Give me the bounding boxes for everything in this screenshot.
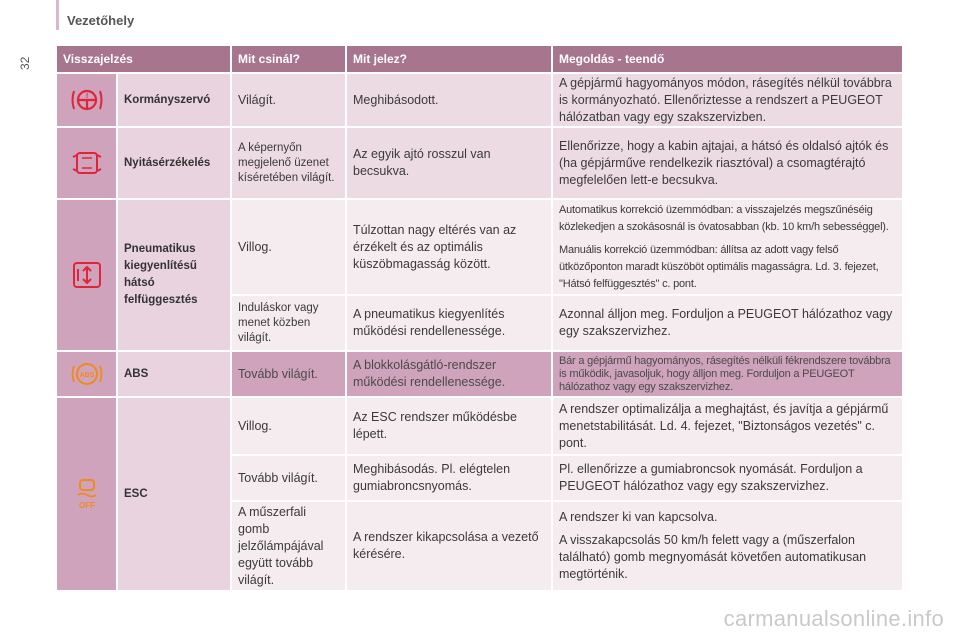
header-accent-bar bbox=[56, 0, 59, 30]
suspension-icon bbox=[70, 258, 104, 292]
indicator-icon-cell bbox=[57, 74, 118, 128]
action-cell: Pl. ellenőrizze a gumiabroncsok nyomását. Forduljon a PEUGEOT hálózathoz vagy egy szakszervizhez. bbox=[553, 456, 904, 502]
meaning-cell: Meghibásodás. Pl. elégtelen gumiabroncsnyomás. bbox=[347, 456, 553, 502]
section-title: Vezetőhely bbox=[67, 13, 135, 28]
table-row bbox=[57, 398, 904, 456]
meaning-cell: Az egyik ajtó rosszul van becsukva. bbox=[347, 128, 553, 200]
door-open-icon bbox=[70, 149, 104, 177]
indicator-icon-cell bbox=[57, 398, 118, 592]
col-header-behavior: Mit csinál? bbox=[232, 46, 347, 74]
table-row bbox=[57, 74, 904, 128]
table-row bbox=[57, 352, 904, 398]
indicator-icon-cell bbox=[57, 200, 118, 352]
indicator-name: Kormányszervó bbox=[118, 74, 232, 128]
abs-icon-label: ABS bbox=[79, 372, 94, 379]
action-cell: A rendszer optimalizálja a meghajtást, és javítja a gépjármű menetstabilitását. Ld. 4. fejezet, "Biztonságos vezetés" c. pont. bbox=[553, 398, 904, 456]
col-header-indicator: Visszajelzés bbox=[57, 46, 232, 74]
indicator-name: ABS bbox=[118, 352, 232, 398]
table-row bbox=[57, 200, 904, 296]
esc-icon bbox=[72, 477, 102, 511]
behavior-cell: Villog. bbox=[232, 398, 347, 456]
indicator-name: ESC bbox=[118, 398, 232, 592]
svg-text:!: ! bbox=[85, 93, 88, 100]
meaning-cell: Az ESC rendszer működésbe lépett. bbox=[347, 398, 553, 456]
behavior-cell: Villog. bbox=[232, 200, 347, 296]
meaning-cell: Túlzottan nagy eltérés van az érzékelt és az optimális küszöbmagasság között. bbox=[347, 200, 553, 296]
behavior-cell: Tovább világít. bbox=[232, 456, 347, 502]
behavior-cell: Induláskor vagy menet közben világít. bbox=[232, 296, 347, 352]
warning-lights-table bbox=[57, 46, 904, 592]
meaning-cell: A rendszer kikapcsolása a vezető kérésére. bbox=[347, 502, 553, 592]
col-header-meaning: Mit jelez? bbox=[347, 46, 553, 74]
action-cell: Bár a gépjármű hagyományos, rásegítés nélküli fékrendszere továbbra is működik, javasoljuk, hogy álljon meg. Forduljon a PEUGEOT hálózathoz vagy egy szakszervizhez. bbox=[553, 352, 904, 398]
behavior-cell: A képernyőn megjelenő üzenet kíséretében világít. bbox=[232, 128, 347, 200]
esc-icon-label: OFF bbox=[78, 501, 95, 510]
action-cell bbox=[553, 502, 904, 592]
behavior-cell: Világít. bbox=[232, 74, 347, 128]
action-paragraph: A rendszer ki van kapcsolva. bbox=[559, 510, 718, 524]
meaning-cell: A blokkolásgátló-rendszer működési rendellenessége. bbox=[347, 352, 553, 398]
abs-icon bbox=[70, 360, 104, 388]
action-cell: Ellenőrizze, hogy a kabin ajtajai, a hátsó és oldalsó ajtók és (ha gépjárműve rendelkezik riasztóval) a csomagtérajtó megfelelően lett-e becsukva. bbox=[553, 128, 904, 200]
meaning-cell: Meghibásodott. bbox=[347, 74, 553, 128]
action-cell bbox=[553, 200, 904, 296]
indicator-name: Nyitásérzékelés bbox=[118, 128, 232, 200]
action-cell: A gépjármű hagyományos módon, rásegítés nélkül továbbra is kormányozható. Ellenőriztesse a rendszert a PEUGEOT hálózatban vagy egy szakszervizben. bbox=[553, 74, 904, 128]
watermark: carmanualsonline.info bbox=[723, 606, 944, 631]
action-paragraph: Automatikus korrekció üzemmódban: a visszajelzés megszűnéséig közlekedjen a szokásosnál is óvatosabban (kb. 10 km/h sebességgel). bbox=[559, 203, 889, 233]
page-number: 32 bbox=[18, 56, 32, 70]
steering-warning-icon bbox=[70, 87, 104, 113]
table-row bbox=[57, 128, 904, 200]
action-paragraph: Manuális korrekció üzemmódban: állítsa az adott vagy felső ütközőponton maradt küszöböt optimális magasságra. Ld. 3. fejezet, "Hátsó felfüggesztés" c. pont. bbox=[559, 243, 879, 290]
action-paragraph: A visszakapcsolás 50 km/h felett vagy a (műszerfalon található) gomb megnyomását követően automatikusan megtörténik. bbox=[559, 533, 867, 581]
table-header-row bbox=[57, 46, 904, 74]
action-cell: Azonnal álljon meg. Forduljon a PEUGEOT hálózathoz vagy egy szakszervizhez. bbox=[553, 296, 904, 352]
behavior-cell: Tovább világít. bbox=[232, 352, 347, 398]
col-header-action: Megoldás - teendő bbox=[553, 46, 904, 74]
indicator-icon-cell bbox=[57, 128, 118, 200]
behavior-cell: A műszerfali gomb jelzőlámpájával együtt tovább világít. bbox=[232, 502, 347, 592]
meaning-cell: A pneumatikus kiegyenlítés működési rendellenessége. bbox=[347, 296, 553, 352]
indicator-name: Pneumatikus kiegyenlítésű hátsó felfüggesztés bbox=[118, 200, 232, 352]
indicator-icon-cell bbox=[57, 352, 118, 398]
